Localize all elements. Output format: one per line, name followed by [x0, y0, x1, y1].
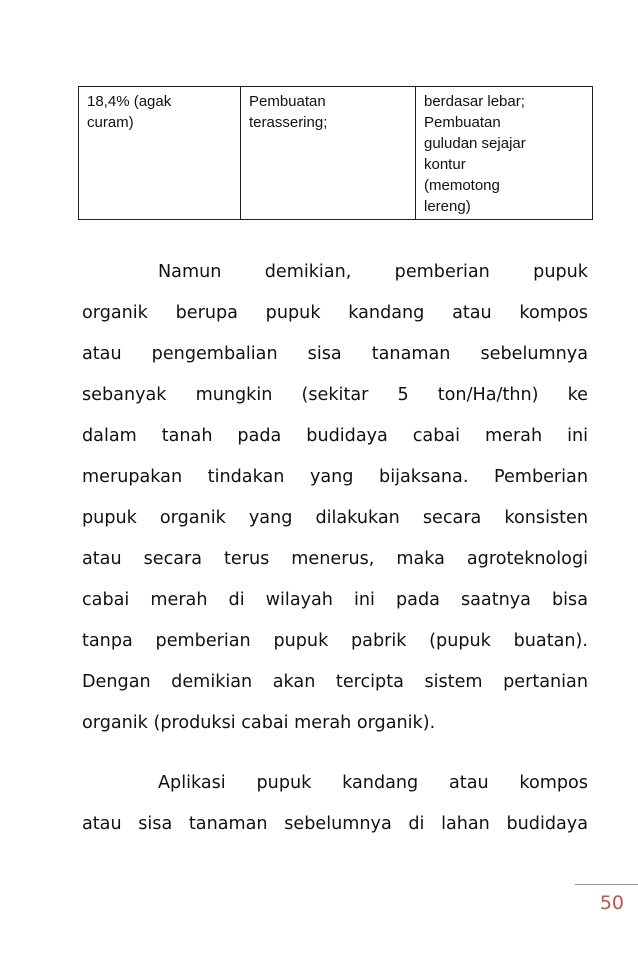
table-cell-detail	[416, 87, 593, 220]
paragraph-line: pupuk organik yang dilakukan secara konsisten	[82, 508, 588, 528]
continuation-table	[78, 86, 593, 220]
cell-text: berdasar lebar;	[424, 93, 525, 110]
footer-divider	[575, 884, 638, 885]
paragraph-line: Namun demikian, pemberian pupuk	[158, 262, 588, 282]
page-number: 50	[599, 892, 624, 914]
cell-text: guludan sejajar	[424, 135, 526, 152]
table-cell-slope	[79, 87, 241, 220]
cell-text: (memotong	[424, 177, 500, 194]
body-paragraph	[82, 252, 588, 744]
cell-text: Pembuatan	[424, 114, 501, 131]
body-paragraph	[82, 763, 588, 845]
table-cell-measure	[241, 87, 416, 220]
paragraph-line: tanpa pemberian pupuk pabrik (pupuk buatan).	[82, 631, 588, 651]
cell-text: terassering;	[249, 114, 328, 131]
cell-text: Pembuatan	[249, 93, 326, 110]
cell-text: kontur	[424, 156, 466, 173]
paragraph-line: atau sisa tanaman sebelumnya di lahan budidaya	[82, 814, 588, 834]
paragraph-line: dalam tanah pada budidaya cabai merah ini	[82, 426, 588, 446]
paragraph-line: atau secara terus menerus, maka agroteknologi	[82, 549, 588, 569]
table-row	[79, 87, 593, 220]
paragraph-line: organik (produksi cabai merah organik).	[82, 713, 436, 733]
paragraph-line: Aplikasi pupuk kandang atau kompos	[158, 773, 588, 793]
paragraph-line: merupakan tindakan yang bijaksana. Pemberian	[82, 467, 588, 487]
cell-text: 18,4% (agak	[87, 93, 172, 110]
paragraph-line: cabai merah di wilayah ini pada saatnya bisa	[82, 590, 588, 610]
paragraph-line: sebanyak mungkin (sekitar 5 ton/Ha/thn) ke	[82, 385, 588, 405]
paragraph-line: atau pengembalian sisa tanaman sebelumnya	[82, 344, 588, 364]
paragraph-line: Dengan demikian akan tercipta sistem pertanian	[82, 672, 588, 692]
cell-text: lereng)	[424, 198, 471, 215]
cell-text: curam)	[87, 114, 134, 131]
paragraph-line: organik berupa pupuk kandang atau kompos	[82, 303, 588, 323]
